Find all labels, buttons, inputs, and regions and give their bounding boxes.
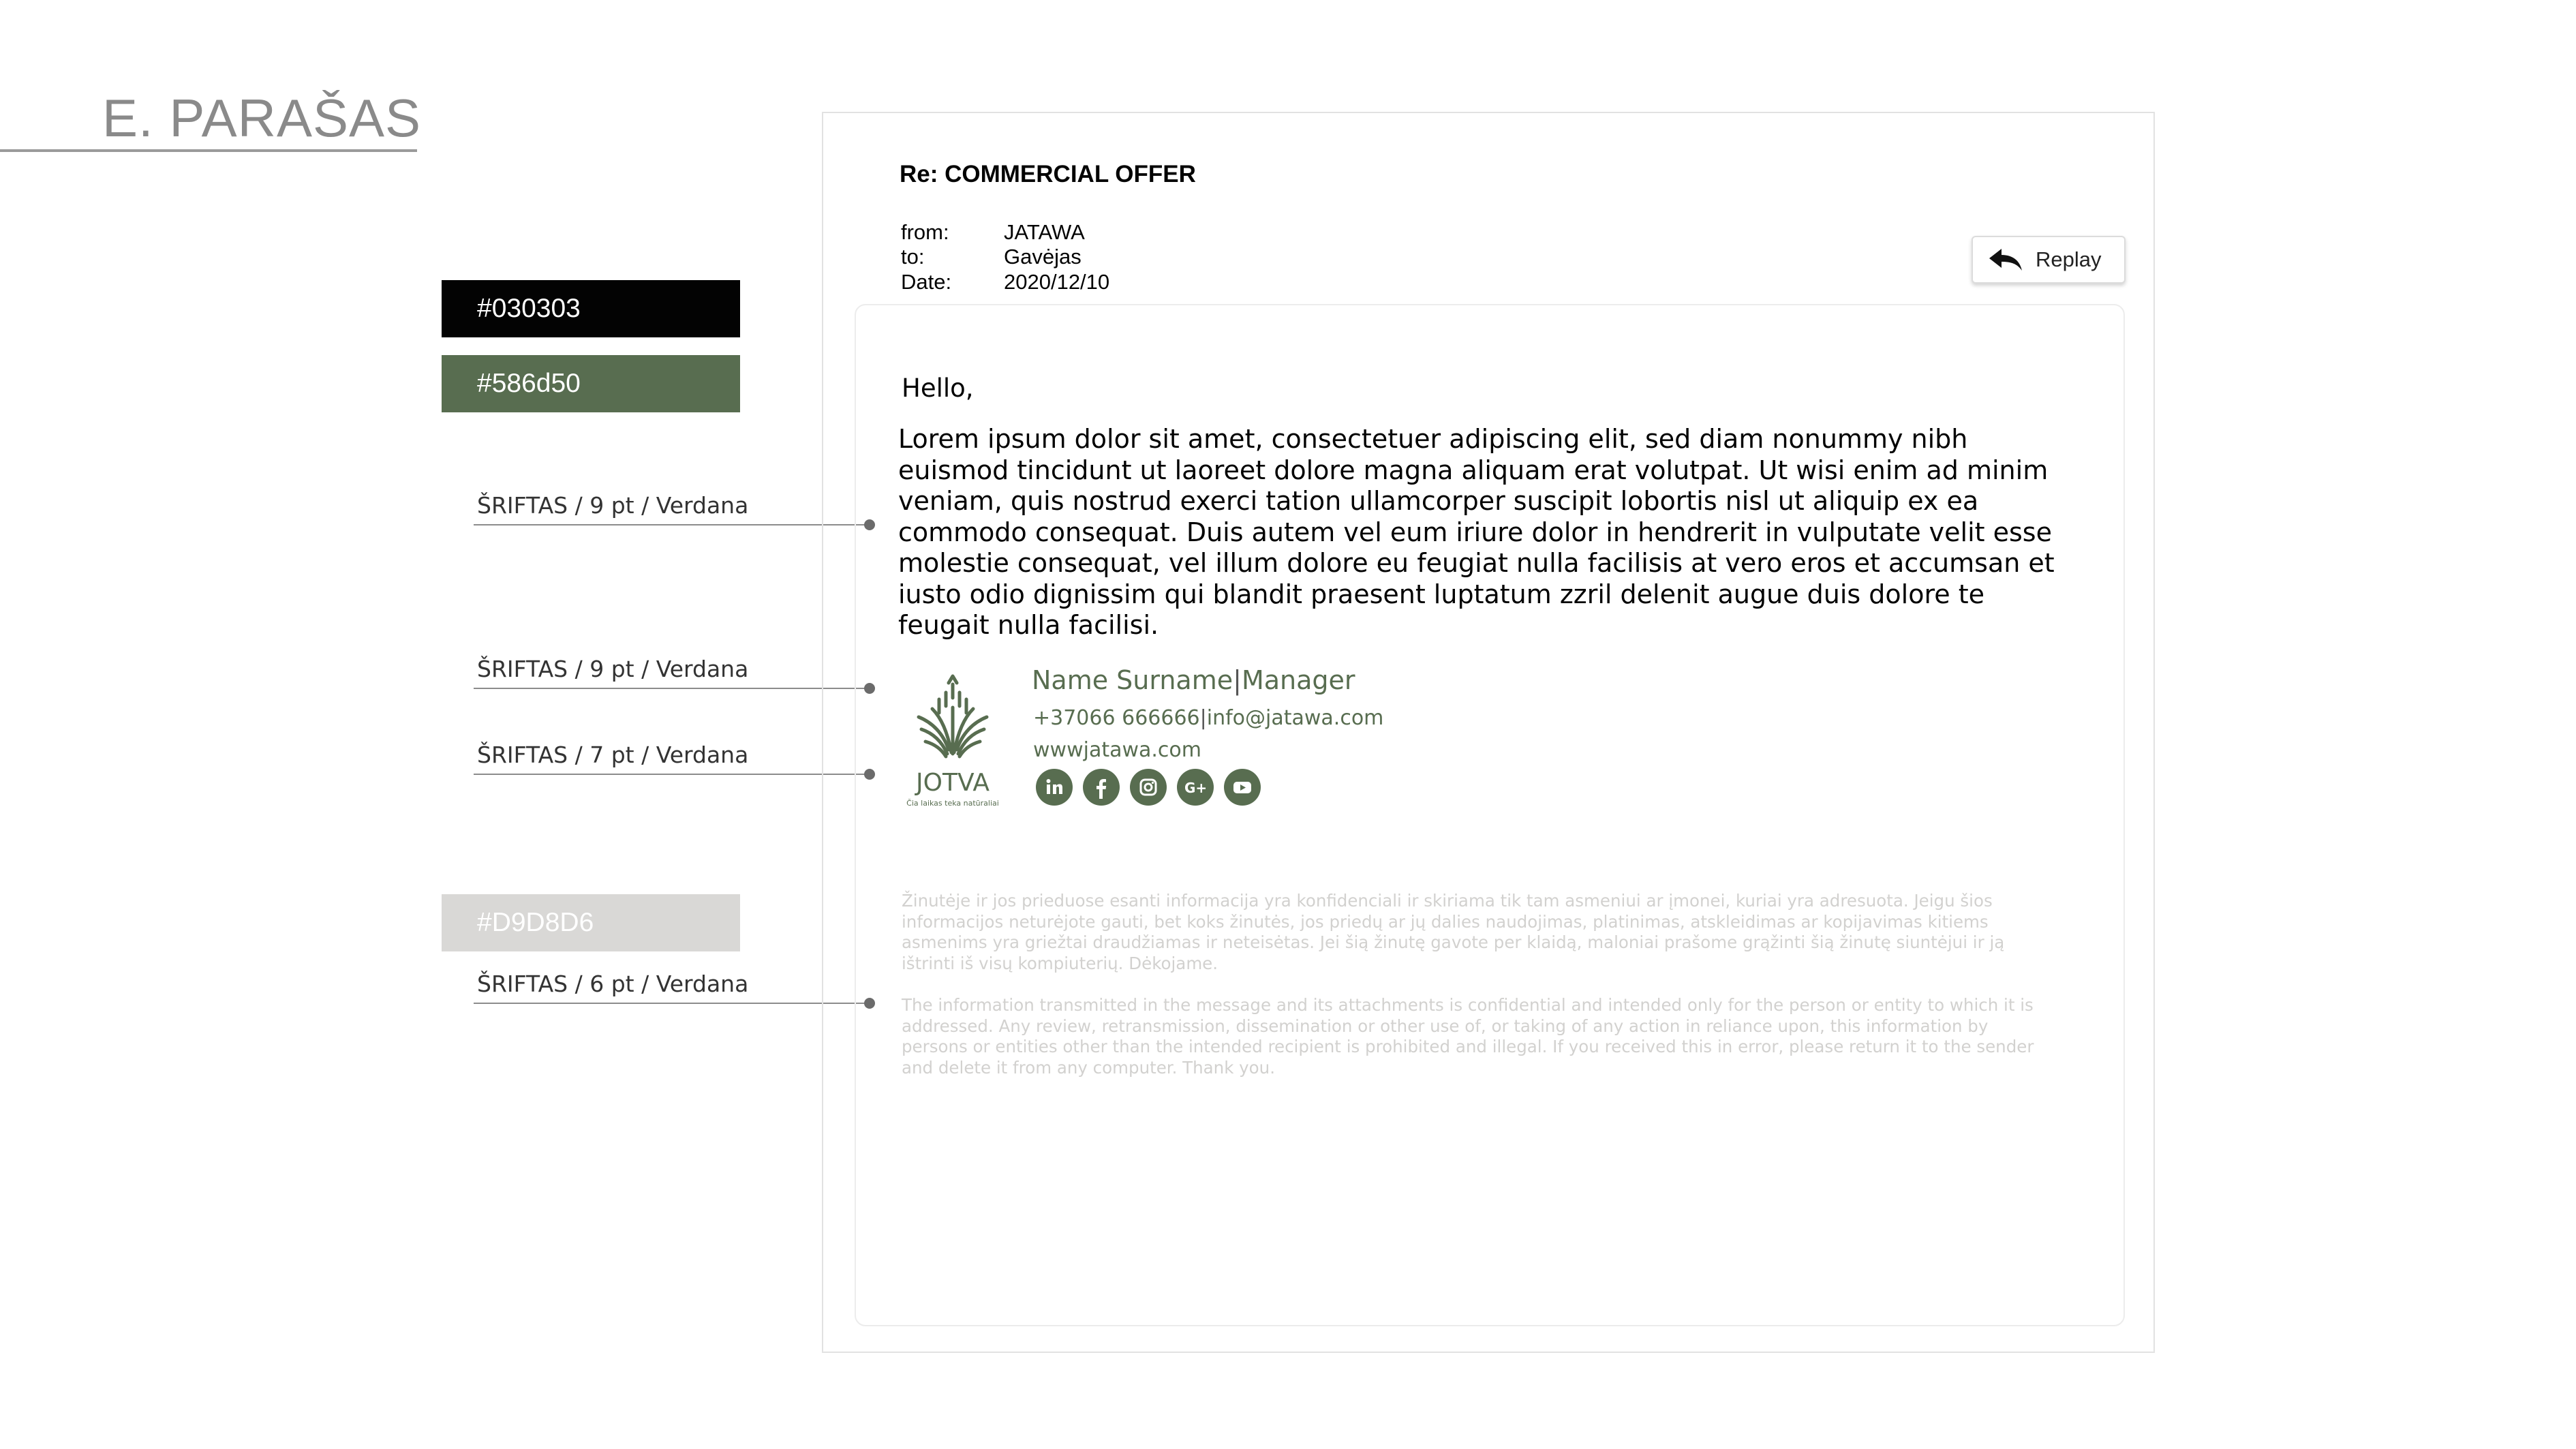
signature-separator: | [1233, 665, 1242, 695]
disclaimer-lt: Žinutėje ir jos prieduose esanti informacija yra konfidenciali ir skiriama tik tam asmeniui ar įmonei, kuriai yra adresuota. Jeigu šios informacijos neturėjote gauti, bet koks žinutės, jos priedų ar jų dalies naudojimas, platinimas, atskleidimas ar kopijavimas kitiems asmenims yra griežtai draudžiamas ir neteisėtas. Jei šią žinutę gavote per klaidą, maloniai prašome grąžinti šią žinutę siuntėjui ir ją ištrinti iš visų kompiuterių. Dėkojame. [902, 891, 2005, 973]
swatch-gray: #D9D8D6 [442, 894, 740, 951]
title-underline [0, 149, 417, 152]
leader-line [474, 524, 869, 525]
jotva-logo [898, 668, 1007, 811]
reply-button[interactable] [1972, 236, 2126, 284]
email-greeting: Hello, [902, 373, 974, 403]
font-annotation-signature-contact: ŠRIFTAS / 7 pt / Verdana [477, 742, 749, 768]
signature-phone: +37066 666666 [1033, 706, 1200, 730]
signature-separator: | [1199, 706, 1207, 730]
leader-line [474, 774, 869, 775]
swatch-green: #586d50 [442, 355, 740, 412]
font-annotation-signature-name: ŠRIFTAS / 9 pt / Verdana [477, 656, 749, 682]
email-subject: Re: COMMERCIAL OFFER [900, 161, 1196, 187]
signature-email[interactable]: info@jatawa.com [1206, 706, 1384, 730]
meta-label-from: from: [901, 220, 949, 244]
disclaimer-en: The information transmitted in the message and its attachments is confidential and intended only for the person or entity to which it is addressed. Any review, retransmission, dissemination or other use of, or taking of any action in reliance upon, this information by persons or entities other than the intended recipient is prohibited and illegal. If you received this in error, please return it to the sender and delete it from any computer. Thank you. [902, 995, 2034, 1078]
signature-contact-line [1033, 706, 1383, 730]
meta-value-to: Gavėjas [1004, 245, 1082, 269]
email-body-text: Lorem ipsum dolor sit amet, consectetuer adipiscing elit, sed diam nonummy nibh euismod tincidunt ut laoreet dolore magna aliquam erat volutpat. Ut wisi enim ad minim veniam, quis nostrud exerci tation ullamcorper suscipit lobortis nisl ut aliquip ex ea commodo consequat. Duis autem vel eum iriure dolor in hendrerit in vulputate velit esse molestie consequat, vel illum dolore eu feugiat nulla facilisis at vero eros et accumsan et iusto odio dignissim qui blandit praesent luptatum zzril delenit augue duis dolore te feugait nulla facilisi. [898, 424, 2055, 640]
page-title: E. PARAŠAS [102, 88, 422, 148]
logo-wordmark: JOTVA [916, 769, 990, 797]
facebook-icon[interactable] [1083, 769, 1120, 806]
signature-name: Name Surname [1032, 665, 1233, 695]
meta-label-date: Date: [901, 270, 952, 294]
reply-button-label: Replay [2036, 247, 2102, 271]
font-annotation-body: ŠRIFTAS / 9 pt / Verdana [477, 492, 749, 519]
meta-value-date: 2020/12/10 [1004, 270, 1110, 294]
svg-text:G+: G+ [1184, 780, 1208, 796]
font-annotation-disclaimer: ŠRIFTAS / 6 pt / Verdana [477, 971, 749, 997]
meta-value-from: JATAWA [1004, 220, 1085, 244]
youtube-icon[interactable] [1224, 769, 1261, 806]
reply-arrow-icon [1988, 246, 2026, 273]
meta-label-to: to: [901, 245, 925, 269]
signature-website[interactable]: wwwjatawa.com [1033, 738, 1202, 762]
google-plus-icon[interactable] [1177, 769, 1214, 806]
leader-line [474, 688, 869, 689]
signature-name-line [1032, 665, 1355, 695]
leader-line [474, 1003, 869, 1004]
instagram-icon[interactable] [1130, 769, 1167, 806]
swatch-black: #030303 [442, 280, 740, 337]
signature-role: Manager [1241, 665, 1355, 695]
linkedin-icon[interactable] [1036, 769, 1073, 806]
logo-tagline: Čia laikas teka natūraliai [906, 799, 999, 808]
